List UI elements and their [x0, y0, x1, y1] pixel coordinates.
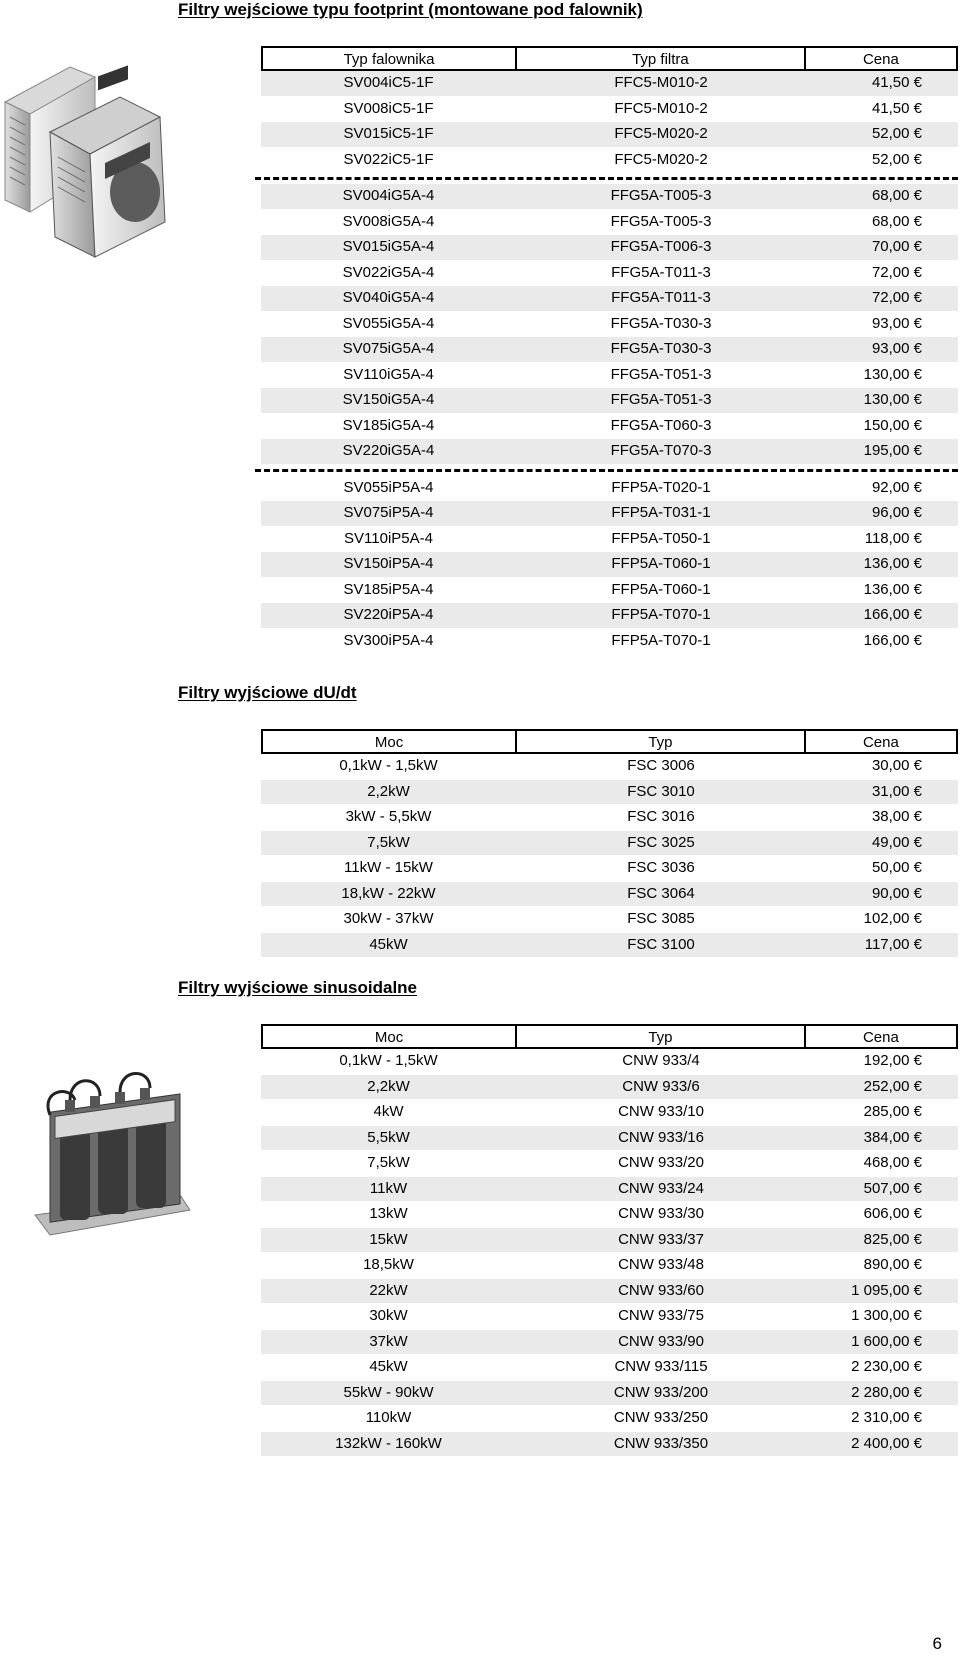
cell-second: FFG5A-T051-3 — [610, 391, 712, 408]
cell-second: FFC5-M020-2 — [614, 125, 708, 142]
table-row — [261, 1126, 958, 1152]
cell-first: 30kW - 37kW — [343, 910, 434, 927]
cell-price: 70,00 € — [871, 238, 922, 255]
dudt-filters-table — [261, 729, 958, 958]
cell-first: 0,1kW - 1,5kW — [339, 757, 438, 774]
cell-price: 1 600,00 € — [851, 1332, 922, 1350]
sinus-filter-photo — [30, 1060, 195, 1255]
cell-first: SV150iP5A-4 — [343, 555, 434, 572]
section-title-sinus-filters: Filtry wyjściowe sinusoidalne — [178, 978, 418, 997]
cell-first: SV040iG5A-4 — [342, 289, 435, 306]
cell-second: FFP5A-T031-1 — [611, 504, 711, 521]
column-header: Typ — [517, 731, 806, 752]
cell-second: FFP5A-T020-1 — [611, 478, 711, 496]
cell-second: CNW 933/16 — [618, 1128, 704, 1146]
cell-first: SV075iP5A-4 — [343, 504, 434, 521]
table-row — [261, 476, 958, 502]
table-row — [261, 1253, 958, 1279]
cell-price: 252,00 € — [863, 1077, 922, 1095]
table-row — [261, 1177, 958, 1203]
table-row — [261, 780, 958, 806]
cell-first: SV110iG5A-4 — [343, 365, 434, 383]
table-row — [261, 1330, 958, 1356]
cell-price: 68,00 € — [871, 212, 922, 230]
cell-price: 166,00 € — [863, 606, 922, 623]
cell-second: FFG5A-T030-3 — [610, 314, 712, 332]
table-row — [261, 184, 958, 210]
cell-second: CNW 933/90 — [618, 1332, 704, 1350]
cell-price: 117,00 € — [864, 935, 922, 953]
cell-second: FFG5A-T030-3 — [610, 340, 712, 357]
table-row — [261, 122, 958, 148]
table-row — [261, 261, 958, 287]
section-title-dudt-filters: Filtry wyjściowe dU/dt — [178, 683, 357, 702]
cell-first: 45kW — [369, 1358, 408, 1375]
column-header: Typ falownika — [263, 48, 517, 69]
cell-first: SV300iP5A-4 — [343, 631, 434, 649]
cell-second: CNW 933/48 — [618, 1256, 704, 1273]
table-row — [261, 439, 958, 465]
cell-first: 11kW - 15kW — [344, 859, 433, 876]
cell-price: 2 280,00 € — [851, 1383, 922, 1401]
cell-second: CNW 933/115 — [614, 1358, 708, 1375]
table-row — [261, 414, 958, 440]
cell-price: 72,00 € — [871, 289, 922, 306]
cell-price: 1 300,00 € — [851, 1307, 922, 1324]
table-row — [261, 552, 958, 578]
cell-first: SV150iG5A-4 — [342, 391, 435, 408]
table-row — [261, 1151, 958, 1177]
cell-price: 50,00 € — [871, 859, 922, 876]
cell-first: SV220iG5A-4 — [342, 442, 435, 459]
table-row — [261, 235, 958, 261]
cell-second: CNW 933/250 — [613, 1409, 709, 1426]
cell-first: SV075iG5A-4 — [342, 340, 435, 357]
table-row — [261, 629, 958, 655]
cell-price: 102,00 € — [863, 910, 922, 927]
group-separator — [255, 177, 958, 180]
table-row — [261, 1381, 958, 1407]
cell-price: 468,00 € — [863, 1154, 922, 1171]
cell-price: 49,00 € — [871, 833, 922, 851]
cell-first: SV008iC5-1F — [343, 99, 434, 117]
table-row — [261, 388, 958, 414]
cell-first: SV022iC5-1F — [343, 150, 434, 168]
cell-first: SV055iP5A-4 — [343, 478, 434, 496]
cell-first: 45kW — [369, 935, 408, 953]
cell-first: 132kW - 160kW — [335, 1434, 442, 1452]
cell-first: 2,2kW — [367, 1077, 410, 1095]
cell-second: FSC 3036 — [627, 859, 695, 876]
cell-second: FFC5-M010-2 — [614, 74, 708, 91]
cell-price: 93,00 € — [871, 314, 922, 332]
cell-first: SV055iG5A-4 — [342, 314, 435, 332]
table-row — [261, 1406, 958, 1432]
input-filters-table — [261, 46, 958, 654]
cell-price: 130,00 € — [863, 365, 922, 383]
table-row — [261, 856, 958, 882]
cell-second: FSC 3016 — [627, 808, 695, 825]
cell-price: 31,00 € — [871, 782, 922, 800]
column-header: Typ filtra — [517, 48, 806, 69]
cell-price: 2 310,00 € — [851, 1409, 922, 1426]
cell-second: CNW 933/20 — [618, 1154, 704, 1171]
cell-second: CNW 933/350 — [613, 1434, 709, 1452]
cell-first: 15kW — [369, 1230, 408, 1248]
cell-first: 18,5kW — [363, 1256, 414, 1273]
table-row — [261, 1049, 958, 1075]
cell-price: 72,00 € — [871, 263, 922, 281]
cell-price: 192,00 € — [863, 1052, 922, 1069]
cell-first: SV185iG5A-4 — [342, 416, 435, 434]
column-header: Cena — [862, 1029, 899, 1046]
cell-price: 606,00 € — [863, 1205, 922, 1222]
cell-second: FFG5A-T005-3 — [610, 187, 712, 204]
cell-first: SV015iG5A-4 — [342, 238, 435, 255]
table-row — [261, 1075, 958, 1101]
table-row — [261, 210, 958, 236]
cell-second: FFG5A-T060-3 — [610, 416, 712, 434]
cell-price: 92,00 € — [871, 478, 922, 496]
cell-price: 136,00 € — [863, 555, 922, 572]
cell-first: 0,1kW - 1,5kW — [339, 1052, 438, 1069]
cell-first: 30kW — [369, 1307, 408, 1324]
table-row — [261, 907, 958, 933]
group-separator — [255, 469, 958, 472]
table-header — [261, 729, 958, 754]
cell-first: SV004iG5A-4 — [342, 187, 435, 204]
cell-price: 507,00 € — [863, 1179, 922, 1197]
table-row — [261, 1279, 958, 1305]
cell-first: 13kW — [369, 1205, 408, 1222]
cell-second: FFP5A-T060-1 — [611, 580, 711, 598]
cell-first: SV015iC5-1F — [343, 125, 434, 142]
cell-price: 2 400,00 € — [851, 1434, 922, 1452]
table-row — [261, 501, 958, 527]
cell-first: SV022iG5A-4 — [342, 263, 435, 281]
cell-second: FFP5A-T070-1 — [611, 606, 711, 623]
table-row — [261, 286, 958, 312]
cell-price: 890,00 € — [863, 1256, 922, 1273]
cell-second: FFG5A-T005-3 — [610, 212, 712, 230]
cell-first: SV185iP5A-4 — [343, 580, 434, 598]
table-row — [261, 97, 958, 123]
cell-second: CNW 933/6 — [622, 1077, 700, 1095]
table-row — [261, 527, 958, 553]
table-row — [261, 337, 958, 363]
cell-second: FFG5A-T011-3 — [611, 263, 711, 281]
table-row — [261, 831, 958, 857]
cell-first: SV004iC5-1F — [343, 74, 434, 91]
table-row — [261, 148, 958, 174]
cell-second: FFP5A-T060-1 — [611, 555, 711, 572]
sinus-filters-table — [261, 1024, 958, 1457]
cell-price: 150,00 € — [863, 416, 922, 434]
table-row — [261, 603, 958, 629]
cell-first: SV008iG5A-4 — [342, 212, 435, 230]
inverter-filter-photo — [0, 62, 175, 272]
table-row — [261, 1100, 958, 1126]
cell-second: CNW 933/4 — [622, 1052, 700, 1069]
table-row — [261, 1304, 958, 1330]
cell-second: FFC5-M020-2 — [614, 150, 708, 168]
table-row — [261, 312, 958, 338]
cell-first: 2,2kW — [367, 782, 410, 800]
cell-second: CNW 933/60 — [618, 1281, 704, 1299]
column-header: Moc — [263, 1026, 517, 1047]
cell-second: CNW 933/10 — [618, 1103, 704, 1120]
table-row — [261, 1355, 958, 1381]
column-header: Moc — [263, 731, 517, 752]
cell-second: FSC 3085 — [627, 910, 695, 927]
table-row — [261, 578, 958, 604]
table-row — [261, 1228, 958, 1254]
column-header: Cena — [862, 51, 899, 68]
table-row — [261, 71, 958, 97]
cell-first: SV110iP5A-4 — [344, 529, 433, 547]
cell-second: FFG5A-T011-3 — [611, 289, 711, 306]
cell-second: CNW 933/75 — [618, 1307, 704, 1324]
table-header — [261, 1024, 958, 1049]
cell-second: FFG5A-T051-3 — [610, 365, 712, 383]
cell-price: 384,00 € — [863, 1128, 922, 1146]
cell-first: 37kW — [369, 1332, 408, 1350]
table-row — [261, 754, 958, 780]
cell-second: FSC 3100 — [627, 935, 695, 953]
cell-second: CNW 933/24 — [618, 1179, 704, 1197]
cell-second: FSC 3006 — [627, 757, 695, 774]
cell-second: FSC 3010 — [627, 782, 695, 800]
cell-first: 18,kW - 22kW — [341, 884, 436, 902]
cell-second: FFP5A-T070-1 — [611, 631, 711, 649]
cell-second: FFG5A-T070-3 — [610, 442, 712, 459]
cell-first: 4kW — [373, 1103, 404, 1120]
cell-first: 55kW - 90kW — [343, 1383, 434, 1401]
table-row — [261, 805, 958, 831]
table-row — [261, 933, 958, 959]
cell-second: FFP5A-T050-1 — [611, 529, 711, 547]
cell-price: 52,00 € — [871, 125, 922, 142]
cell-price: 41,50 € — [871, 99, 922, 117]
table-header — [261, 46, 958, 71]
cell-first: 11kW — [369, 1179, 408, 1197]
column-header: Cena — [862, 734, 899, 751]
cell-price: 166,00 € — [863, 631, 922, 649]
cell-second: CNW 933/200 — [613, 1383, 709, 1401]
cell-second: FSC 3064 — [627, 884, 695, 902]
cell-price: 38,00 € — [871, 808, 922, 825]
cell-price: 68,00 € — [871, 187, 922, 204]
cell-price: 2 230,00 € — [851, 1358, 922, 1375]
section-title-input-filters: Filtry wejściowe typu footprint (montowane pod falownik) — [178, 0, 643, 19]
table-row — [261, 1202, 958, 1228]
page-number: 6 — [932, 1634, 942, 1653]
cell-first: 5,5kW — [367, 1128, 410, 1146]
table-row — [261, 882, 958, 908]
cell-price: 130,00 € — [863, 391, 922, 408]
cell-price: 285,00 € — [863, 1103, 922, 1120]
cell-price: 1 095,00 € — [851, 1281, 922, 1299]
column-header: Typ — [517, 1026, 806, 1047]
cell-price: 41,50 € — [871, 74, 922, 91]
cell-first: SV220iP5A-4 — [343, 606, 434, 623]
cell-price: 90,00 € — [871, 884, 922, 902]
cell-second: CNW 933/30 — [618, 1205, 704, 1222]
cell-price: 96,00 € — [871, 504, 922, 521]
cell-first: 3kW - 5,5kW — [345, 808, 432, 825]
cell-second: FFG5A-T006-3 — [610, 238, 712, 255]
cell-first: 7,5kW — [367, 833, 410, 851]
cell-price: 30,00 € — [871, 757, 922, 774]
cell-price: 52,00 € — [871, 150, 922, 168]
cell-second: FSC 3025 — [627, 833, 695, 851]
cell-price: 136,00 € — [863, 580, 922, 598]
cell-first: 7,5kW — [367, 1154, 410, 1171]
table-row — [261, 363, 958, 389]
cell-first: 22kW — [369, 1281, 408, 1299]
cell-price: 93,00 € — [871, 340, 922, 357]
cell-price: 118,00 € — [864, 529, 922, 547]
cell-second: CNW 933/37 — [618, 1230, 704, 1248]
table-row — [261, 1432, 958, 1458]
cell-first: 110kW — [365, 1409, 412, 1426]
cell-price: 825,00 € — [863, 1230, 922, 1248]
cell-second: FFC5-M010-2 — [614, 99, 708, 117]
cell-price: 195,00 € — [863, 442, 922, 459]
